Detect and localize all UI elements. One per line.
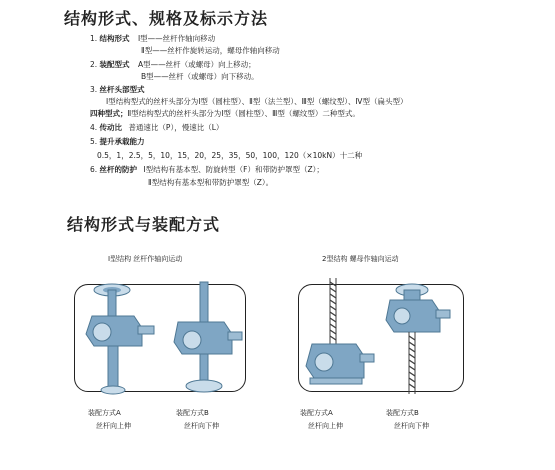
group2-heading: 2型结构 螺母作轴向运动: [322, 255, 399, 263]
spec-line-12: Ⅱ型结构有基本型和带防护罩型（Z）。: [148, 178, 274, 187]
spec-line-10: 0.5，1，2.5，5，10，15，20，25，35，50，100，120（×10kN）十二种: [97, 151, 363, 160]
caption-g1-right-line2: 丝杆向下伸: [184, 422, 219, 430]
spec-line-8: 4. 传动比 普通速比（P），慢速比（L）: [90, 123, 224, 132]
spec-line-1: 1. 结构形式 Ⅰ型——丝杆作轴向移动: [90, 34, 216, 43]
spec-line-9: 5. 提升承载能力: [90, 137, 145, 146]
caption-g2-left-line1: 装配方式A: [300, 409, 333, 417]
jack-b-type2-illustration: [380, 276, 456, 416]
spec-line-5: 3. 丝杆头部型式: [90, 85, 145, 94]
caption-g1-right-line1: 装配方式B: [176, 409, 209, 417]
spec-line-3: 2. 装配型式 A型——丝杆（或螺母）向上移动；: [90, 60, 256, 69]
caption-g1-left-line2: 丝杆向上伸: [96, 422, 131, 430]
caption-g2-right-line2: 丝杆向下伸: [394, 422, 429, 430]
spec-line-6: Ⅰ型结构型式的丝杆头部分为Ⅰ型（圆柱型）、Ⅱ型（法兰型）、Ⅲ型（螺纹型）、Ⅳ型（扁头型）: [106, 97, 408, 106]
spec-line-7: 四种型式；Ⅱ型结构型式的丝杆头部分为Ⅰ型（圆柱型）、Ⅲ型（螺纹型）二种型式。: [90, 109, 360, 118]
caption-g2-left-line2: 丝杆向上伸: [308, 422, 343, 430]
jack-b-type1-illustration: [164, 280, 244, 410]
caption-g2-right-line1: 装配方式B: [386, 409, 419, 417]
spec-line-11: 6. 丝杆的防护 Ⅰ型结构有基本型、防旋转型（F）和带防护罩型（Z）；: [90, 165, 324, 174]
section-title-structure: 结构形式与装配方式: [67, 215, 221, 234]
spec-line-4: B型——丝杆（或螺母）向下移动。: [141, 72, 259, 81]
section-title-specs: 结构形式、规格及标示方法: [64, 9, 269, 28]
spec-line-2: Ⅱ型——丝杆作旋转运动，螺母作轴向移动: [141, 46, 280, 55]
group1-heading: Ⅰ型结构 丝杆作轴向运动: [108, 255, 183, 263]
caption-g1-left-line1: 装配方式A: [88, 409, 121, 417]
jack-a-type1-illustration: [80, 276, 160, 416]
jack-a-type2-illustration: [300, 274, 376, 414]
